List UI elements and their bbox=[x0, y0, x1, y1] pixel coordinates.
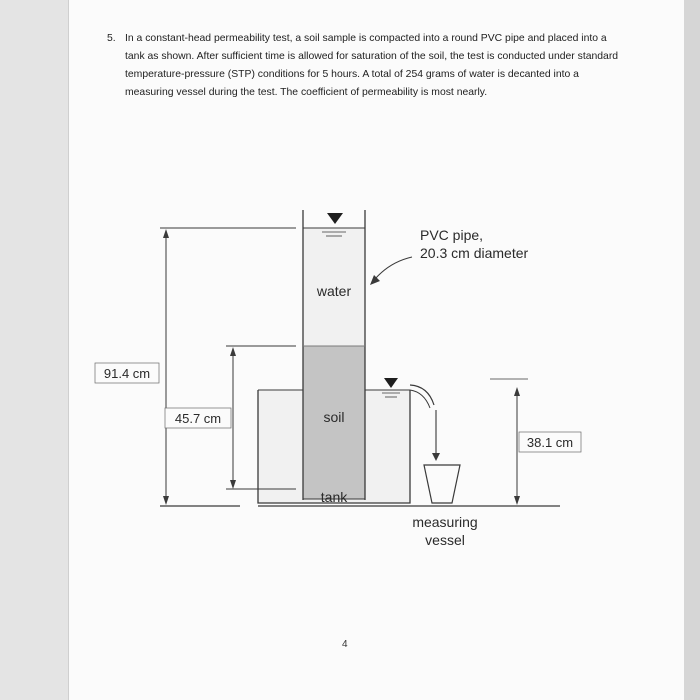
dim-total-arrow-top bbox=[163, 229, 169, 238]
water-label: water bbox=[316, 283, 352, 299]
problem-text: In a constant-head permeability test, a soil sample is compacted into a round PVC pipe and placed into a tank as shown. After sufficient time is allowed for saturation of the soil, the test is conducted under standard temperature-pressure (STP) conditions for 5 hours. A total of 254 grams of water is decanted into a measuring vessel during the test. The coefficient of permeability is most nearly. bbox=[125, 33, 619, 98]
tank-label: tank bbox=[320, 489, 348, 505]
dim-total-label: 91.4 cm bbox=[103, 366, 151, 381]
dim-tank-label: 38.1 cm bbox=[526, 435, 574, 450]
water-level-symbol-pipe bbox=[327, 213, 343, 224]
page-number: 4 bbox=[342, 639, 348, 650]
pipe-leader-line bbox=[375, 257, 412, 279]
vessel-label-line2: vessel bbox=[425, 532, 465, 548]
pipe-label-line2: 20.3 cm diameter bbox=[420, 245, 529, 261]
dim-tank-arrow-bottom bbox=[514, 496, 520, 505]
measuring-vessel bbox=[424, 465, 460, 503]
water-level-symbol-tank bbox=[384, 378, 398, 388]
problem-number: 5. bbox=[107, 33, 116, 44]
pipe-label-line1: PVC pipe, bbox=[420, 227, 484, 243]
dim-tank-arrow-top bbox=[514, 387, 520, 396]
vessel-label-line1: measuring bbox=[412, 514, 478, 530]
dim-soil-arrow-bottom bbox=[230, 480, 236, 489]
pipe-leader-arrow bbox=[370, 275, 380, 285]
dim-soil-label: 45.7 cm bbox=[174, 411, 222, 426]
soil-label: soil bbox=[323, 409, 345, 425]
dim-total-arrow-bottom bbox=[163, 496, 169, 505]
dim-soil-arrow-top bbox=[230, 347, 236, 356]
